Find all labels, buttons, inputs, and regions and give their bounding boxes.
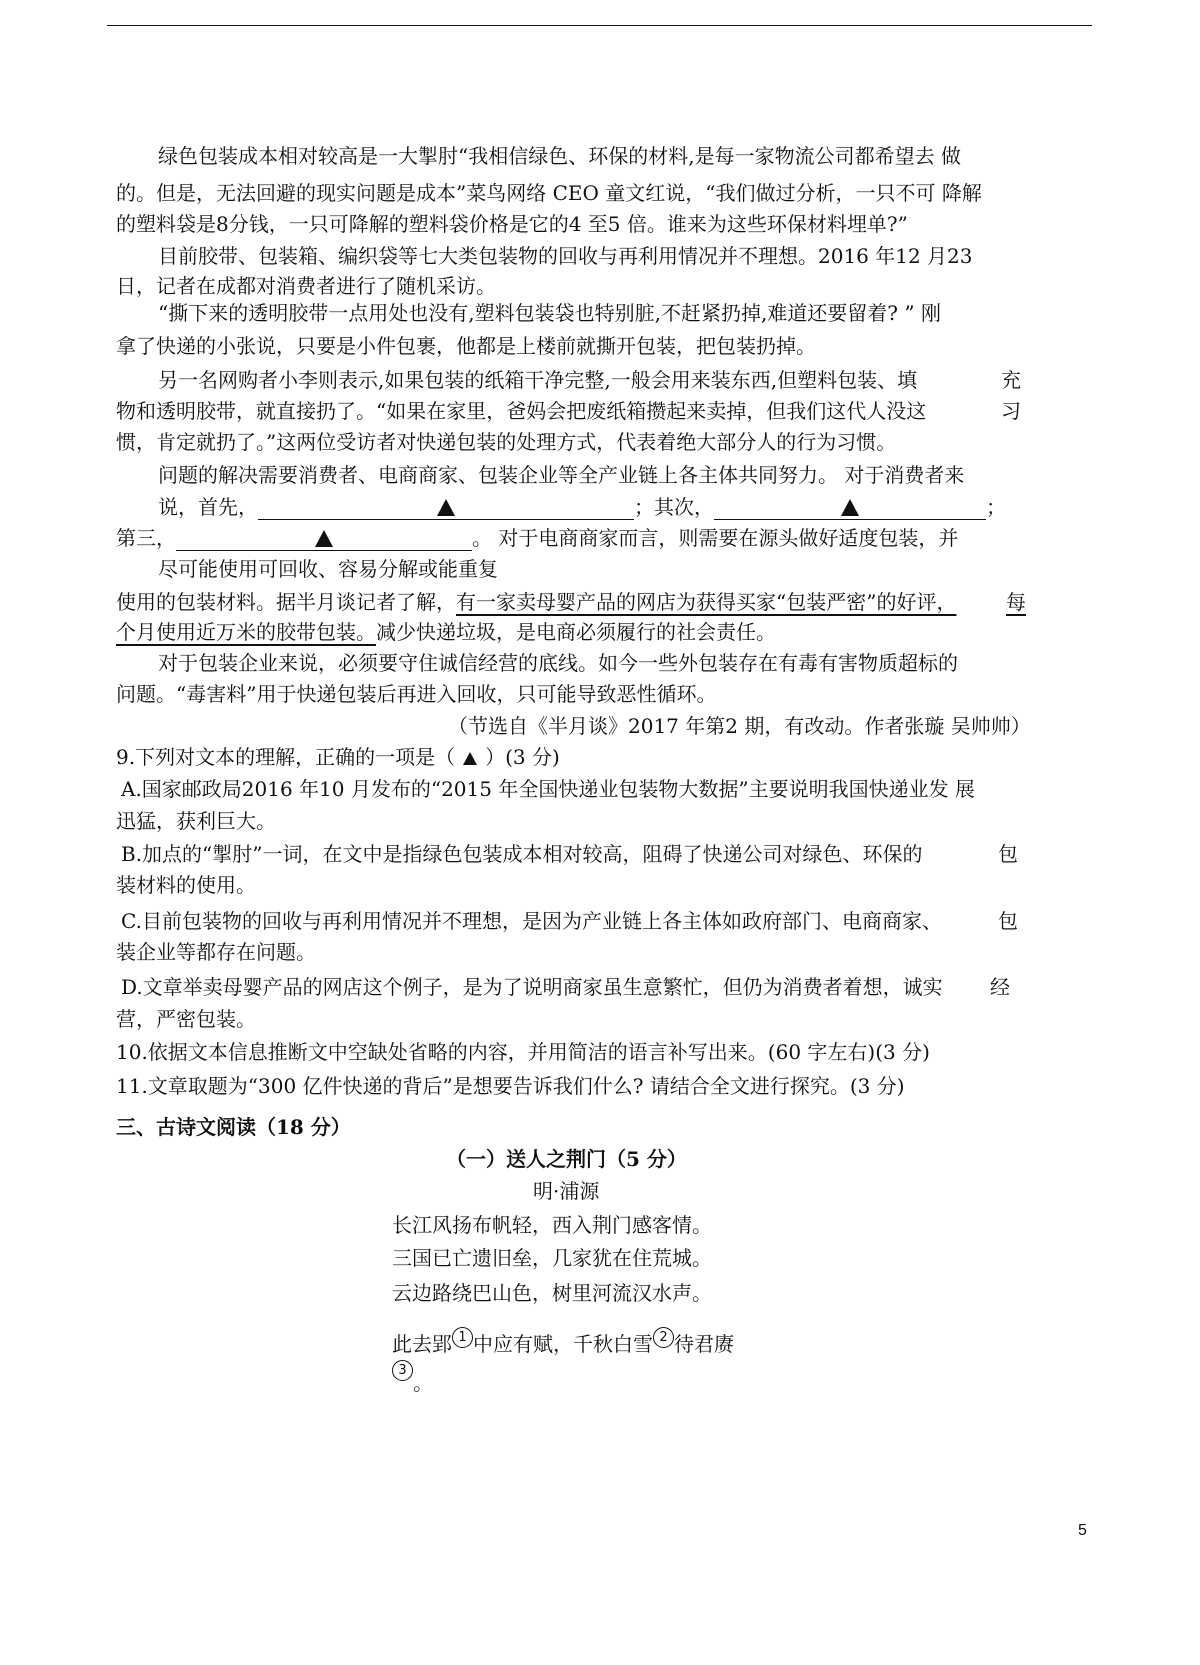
option-b-cont: 装材料的使用。 bbox=[116, 873, 256, 897]
text-line: 另一名网购者小李则表示,如果包装的纸箱干净完整,一般会用来装东西,但塑料包装、填 bbox=[158, 368, 918, 392]
text-line: 尽可能使用可回收、容易分解或能重复 bbox=[158, 557, 498, 581]
poem-line bbox=[392, 1360, 433, 1396]
answer-blank-3[interactable] bbox=[176, 526, 472, 551]
poem-author: 明·浦源 bbox=[533, 1179, 600, 1203]
text-fragment: 第三， bbox=[116, 526, 176, 550]
poem-fragment: 此去郢 bbox=[392, 1332, 452, 1356]
footnote-marker: 1 bbox=[452, 1327, 473, 1348]
text-line bbox=[116, 589, 956, 615]
question-11: 11.文章取题为“300 亿件快递的背后”是想要告诉我们什么? 请结合全文进行探究。(3 分) bbox=[116, 1074, 905, 1098]
fill-blank-line bbox=[158, 494, 1006, 520]
question-text: ）(3 分) bbox=[485, 745, 560, 769]
text-line: 目前胶带、包装箱、编织袋等七大类包装物的回收与再利用情况并不理想。2016 年12 月23 bbox=[158, 244, 973, 268]
text-line-end: 经 bbox=[990, 975, 1010, 999]
text-fragment: 。 对于电商商家而言，则需要在源头做好适度包装，并 bbox=[472, 526, 959, 550]
option-c-cont: 装企业等都存在问题。 bbox=[116, 940, 316, 964]
poem-fragment: 。 bbox=[413, 1371, 433, 1395]
page-number: 5 bbox=[1078, 1522, 1087, 1539]
poem-fragment: 中应有赋，千秋白雪 bbox=[473, 1332, 653, 1356]
option-a: A.国家邮政局2016 年10 月发布的“2015 年全国快递业包装物大数据”主要说明我国快递业发 展 bbox=[121, 777, 975, 801]
text-fragment: 说，首先， bbox=[158, 495, 258, 519]
text-line bbox=[116, 619, 776, 645]
text-line: 问题的解决需要消费者、电商商家、包装企业等全产业链上各主体共同努力。 对于消费者来 bbox=[158, 463, 965, 487]
text-fragment: ； bbox=[986, 495, 1006, 519]
text-line: 问题。“毒害料”用于快递包装后再进入回收，只可能导致恶性循环。 bbox=[116, 682, 717, 706]
text-line: 日，记者在成都对消费者进行了随机采访。 bbox=[116, 274, 496, 298]
option-d: D.文章举卖母婴产品的网店这个例子，是为了说明商家虽生意繁忙，但仍为消费者着想，诚实 bbox=[121, 975, 943, 999]
section-heading: 三、古诗文阅读（18 分） bbox=[116, 1115, 351, 1139]
text-fragment: 使用的包装材料。据半月谈记者了解， bbox=[116, 590, 456, 614]
text-fragment: ；其次， bbox=[634, 495, 714, 519]
poem-line: 云边路绕巴山色，树里河流汉水声。 bbox=[392, 1281, 712, 1305]
text-line-end: 包 bbox=[998, 909, 1018, 933]
triangle-marker-icon bbox=[437, 499, 455, 516]
poem-line: 长江风扬布帆轻，西入荆门感客情。 bbox=[392, 1213, 712, 1237]
text-line: 物和透明胶带，就直接扔了。“如果在家里，爸妈会把废纸箱攒起来卖掉，但我们这代人没这 bbox=[116, 399, 927, 423]
underlined-text: 个月使用近万米的胶带包装。 bbox=[116, 620, 376, 644]
text-line: 的塑料袋是8分钱，一只可降解的塑料袋价格是它的4 至5 倍。谁来为这些环保材料埋单?” bbox=[116, 212, 908, 236]
text-line: “撕下来的透明胶带一点用处也没有,塑料包装袋也特别脏,不赶紧扔掉,难道还要留着? ” 刚 bbox=[158, 301, 941, 325]
footnote-marker: 2 bbox=[653, 1327, 674, 1348]
option-a-cont: 迅猛，获利巨大。 bbox=[116, 809, 276, 833]
question-10: 10.依据文本信息推断文中空缺处省略的内容，并用简洁的语言补写出来。(60 字左右)(3 分) bbox=[116, 1040, 930, 1064]
text-line: 对于包装企业来说，必须要守住诚信经营的底线。如今一些外包装存在有毒有害物质超标的 bbox=[158, 651, 958, 675]
text-line-end: 包 bbox=[998, 842, 1018, 866]
poem-line bbox=[392, 1327, 734, 1357]
underlined-text: 有一家卖母婴产品的网店为获得买家“包装严密”的好评， bbox=[456, 590, 957, 614]
fill-blank-line bbox=[116, 525, 958, 551]
text-line-end bbox=[1006, 589, 1026, 615]
question-9 bbox=[116, 744, 560, 770]
text-line-end: 习 bbox=[1001, 399, 1021, 423]
question-text: 9.下列对文本的理解，正确的一项是（ bbox=[116, 745, 456, 769]
option-b: B.加点的“掣肘”一词，在文中是指绿色包装成本相对较高，阻碍了快递公司对绿色、环保的 bbox=[121, 842, 923, 866]
source-citation: （节选自《半月谈》2017 年第2 期，有改动。作者张璇 吴帅帅） bbox=[448, 714, 1031, 738]
triangle-marker-icon bbox=[841, 499, 859, 516]
text-line: 惯，肯定就扔了。”这两位受访者对快递包装的处理方式，代表着绝大部分人的行为习惯。 bbox=[116, 430, 897, 454]
text-line-end: 充 bbox=[1001, 368, 1021, 392]
triangle-marker-icon bbox=[315, 530, 333, 547]
poem-fragment: 待君赓 bbox=[674, 1332, 734, 1356]
text-line: 的。但是，无法回避的现实问题是成本”菜鸟网络 CEO 童文红说，“我们做过分析，一只不可 降解 bbox=[116, 181, 982, 205]
poem-title: （一）送人之荆门（5 分） bbox=[446, 1147, 687, 1171]
option-d-cont: 营，严密包装。 bbox=[116, 1007, 256, 1031]
footnote-marker: 3 bbox=[392, 1360, 413, 1381]
text-fragment: 减少快递垃圾，是电商必须履行的社会责任。 bbox=[376, 620, 776, 644]
answer-blank-1[interactable] bbox=[258, 495, 634, 520]
underlined-text: 每 bbox=[1006, 590, 1026, 614]
poem-line: 三国已亡遗旧垒，几家犹在住荒城。 bbox=[392, 1246, 712, 1270]
option-c: C.目前包装物的回收与再利用情况并不理想，是因为产业链上各主体如政府部门、电商商家、 bbox=[121, 909, 942, 933]
text-line: 拿了快递的小张说，只要是小件包裹，他都是上楼前就撕开包装，把包装扔掉。 bbox=[116, 334, 816, 358]
answer-blank-2[interactable] bbox=[714, 495, 986, 520]
triangle-marker-icon bbox=[463, 752, 477, 765]
text-line: 绿色包装成本相对较高是一大掣肘“我相信绿色、环保的材料,是每一家物流公司都希望去 做 bbox=[158, 144, 961, 168]
